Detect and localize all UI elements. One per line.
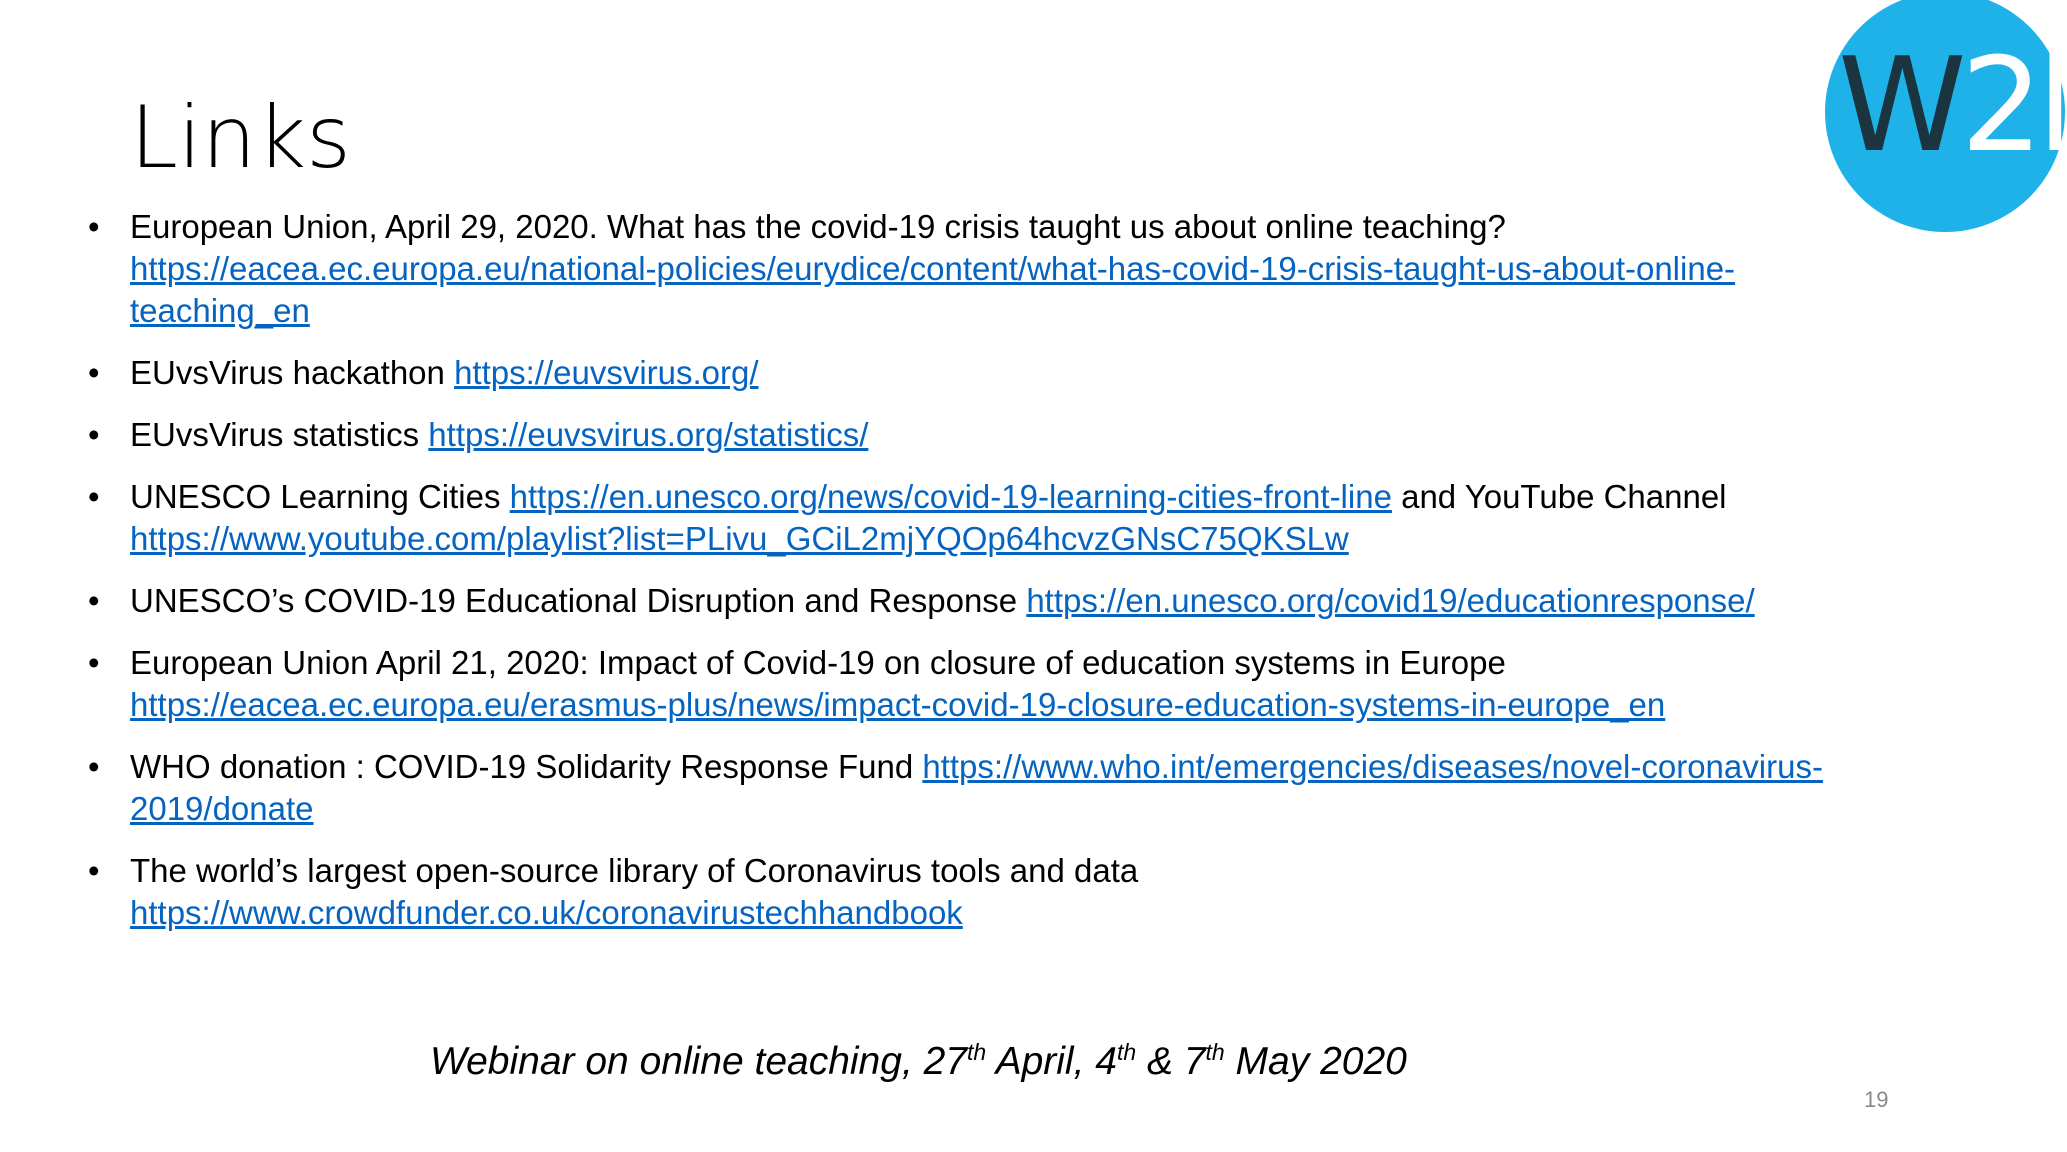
link-euvsvirus[interactable]: https://euvsvirus.org/ [454,354,759,391]
footer-text: & 7 [1136,1040,1206,1083]
footer-sup: th [1116,1039,1137,1065]
list-item [130,476,1900,560]
footer-sup: th [967,1039,987,1065]
item-text: WHO donation : COVID-19 Solidarity Response Fund [130,748,914,785]
link-euvsvirus-statistics[interactable]: https://euvsvirus.org/statistics/ [428,416,869,453]
item-text: European Union April 21, 2020: Impact of Covid-19 on closure of education systems in Europe [130,644,1506,681]
link-unesco-education-response[interactable]: https://en.unesco.org/covid19/educationresponse/ [1026,582,1755,619]
link-crowdfunder-handbook[interactable]: https://www.crowdfunder.co.uk/coronavirustechhandbook [130,894,963,931]
list-item [130,642,1900,726]
link-eurydice-online-teaching[interactable]: https://eacea.ec.europa.eu/national-policies/eurydice/content/what-has-covid-19-crisis-taught-us-about-online-teaching_en [130,250,1736,329]
w2l-logo [1825,0,2065,232]
item-text: The world’s largest open-source library of Coronavirus tools and data [130,852,1139,889]
logo-letter-w: W [1838,29,1961,181]
links-list [130,206,1900,954]
footer-text: Webinar on online teaching, 27 [430,1040,967,1083]
page-number: 19 [1864,1087,1889,1112]
link-who-donate[interactable]: https://www.who.int/emergencies/diseases/novel-coronavirus-2019/donate [130,748,1823,827]
footer-text: April, 4 [986,1040,1117,1083]
footer-text: May 2020 [1224,1040,1407,1083]
footer-sup: th [1205,1039,1225,1065]
item-text: EUvsVirus statistics [130,416,420,453]
logo-letters-2l: 2l [1960,29,2067,181]
link-unesco-learning-cities[interactable]: https://en.unesco.org/news/covid-19-learning-cities-front-line [509,478,1392,515]
slide-title: Links [130,88,351,188]
list-item [130,352,1900,394]
w2l-logo-text [1838,29,2067,181]
link-eacea-covid-closure[interactable]: https://eacea.ec.europa.eu/erasmus-plus/news/impact-covid-19-closure-education-systems-in-europe_en [130,686,1666,723]
item-text: European Union, April 29, 2020. What has the covid-19 crisis taught us about online teaching? [130,208,1506,245]
list-item [130,580,1900,622]
list-item [130,850,1900,934]
list-item [130,746,1900,830]
list-item [130,206,1900,332]
item-text: UNESCO Learning Cities [130,478,501,515]
item-text-after: and YouTube Channel [1391,478,1727,515]
link-youtube-playlist[interactable]: https://www.youtube.com/playlist?list=PLivu_GCiL2mjYQOp64hcvzGNsC75QKSLw [130,520,1349,557]
item-text: UNESCO’s COVID-19 Educational Disruption and Response [130,582,1018,619]
item-text: EUvsVirus hackathon [130,354,445,391]
list-item [130,414,1900,456]
footer-webinar-dates [430,1040,1407,1084]
